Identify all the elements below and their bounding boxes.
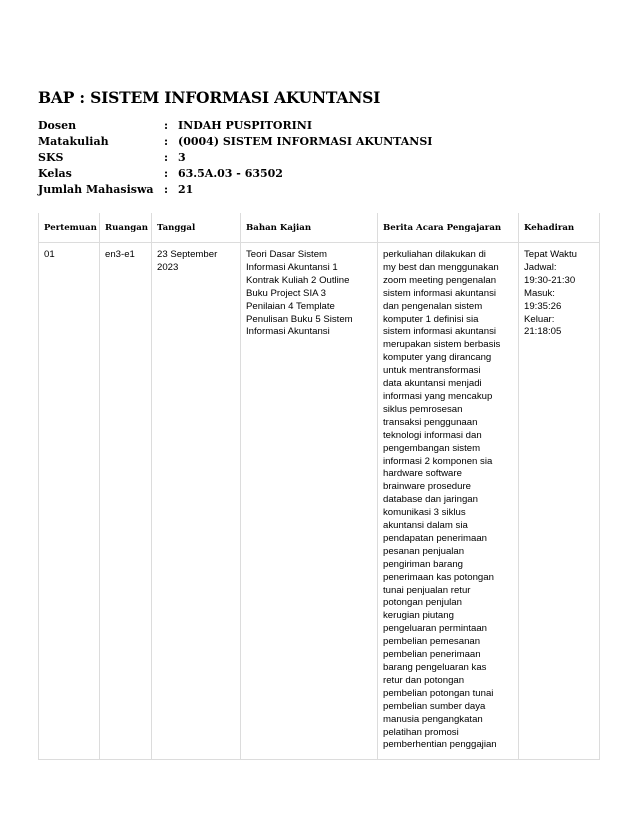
cell-bahan-kajian: Teori Dasar Sistem Informasi Akuntansi 1 Kontrak Kuliah 2 Outline Buku Project SIA 3 Penilaian 4 Template Penulisan Buku 5 Sistem Informasi Akuntansi [241, 243, 378, 760]
info-value: (0004) SISTEM INFORMASI AKUNTANSI [178, 135, 433, 148]
info-separator: : [164, 183, 169, 196]
info-row-dosen [38, 118, 432, 134]
attendance-table [38, 213, 600, 760]
cell-ruangan: en3-e1 [100, 243, 152, 760]
info-label: SKS [38, 151, 64, 164]
info-row-matakuliah [38, 134, 432, 150]
info-value: 21 [178, 183, 194, 196]
header-kehadiran: Kehadiran [519, 213, 600, 243]
info-row-sks [38, 150, 432, 166]
info-separator: : [164, 151, 169, 164]
info-label: Jumlah Mahasiswa [38, 183, 154, 196]
cell-kehadiran: Tepat Waktu Jadwal: 19:30-21:30 Masuk: 19:35:26 Keluar: 21:18:05 [519, 243, 600, 760]
info-value: 63.5A.03 - 63502 [178, 167, 283, 180]
table-row [39, 243, 600, 760]
cell-tanggal: 23 September 2023 [152, 243, 241, 760]
cell-berita-acara: perkuliahan dilakukan di my best dan menggunakan zoom meeting pengenalan sistem informasi akuntansi dan pengenalan sistem komputer 1 definisi sia sistem informasi akuntansi merupakan sistem berbasis komputer yang dirancang untuk mentransformasi data akuntansi menjadi informasi yang mencakup siklus pemrosesan transaksi penggunaan teknologi informasi dan pengembangan sistem informasi 2 komponen sia hardware software brainware prosedure database dan jaringan komunikasi 3 siklus akuntansi dalam sia pendapatan penerimaan pesanan penjualan pengiriman barang penerimaan kas potongan tunai penjualan retur potongan penjulan kerugian piutang pengeluaran permintaan pembelian pemesanan pembelian penerimaan barang pengeluaran kas retur dan potongan pembelian potongan tunai pembelian sumber daya manusia pengangkatan pelatihan promosi pemberhentian penggajian [378, 243, 519, 760]
cell-pertemuan: 01 [39, 243, 100, 760]
info-label: Matakuliah [38, 135, 109, 148]
info-label: Kelas [38, 167, 72, 180]
info-row-kelas [38, 166, 432, 182]
header-berita-acara: Berita Acara Pengajaran [378, 213, 519, 243]
page-title: BAP : SISTEM INFORMASI AKUNTANSI [38, 88, 381, 107]
header-bahan-kajian: Bahan Kajian [241, 213, 378, 243]
info-row-jumlah-mahasiswa [38, 182, 432, 198]
info-separator: : [164, 119, 169, 132]
info-separator: : [164, 167, 169, 180]
info-value: 3 [178, 151, 186, 164]
header-ruangan: Ruangan [100, 213, 152, 243]
course-info [38, 118, 432, 198]
header-pertemuan: Pertemuan [39, 213, 100, 243]
info-label: Dosen [38, 119, 77, 132]
info-separator: : [164, 135, 169, 148]
header-tanggal: Tanggal [152, 213, 241, 243]
table-header-row [39, 213, 600, 243]
info-value: INDAH PUSPITORINI [178, 119, 312, 132]
